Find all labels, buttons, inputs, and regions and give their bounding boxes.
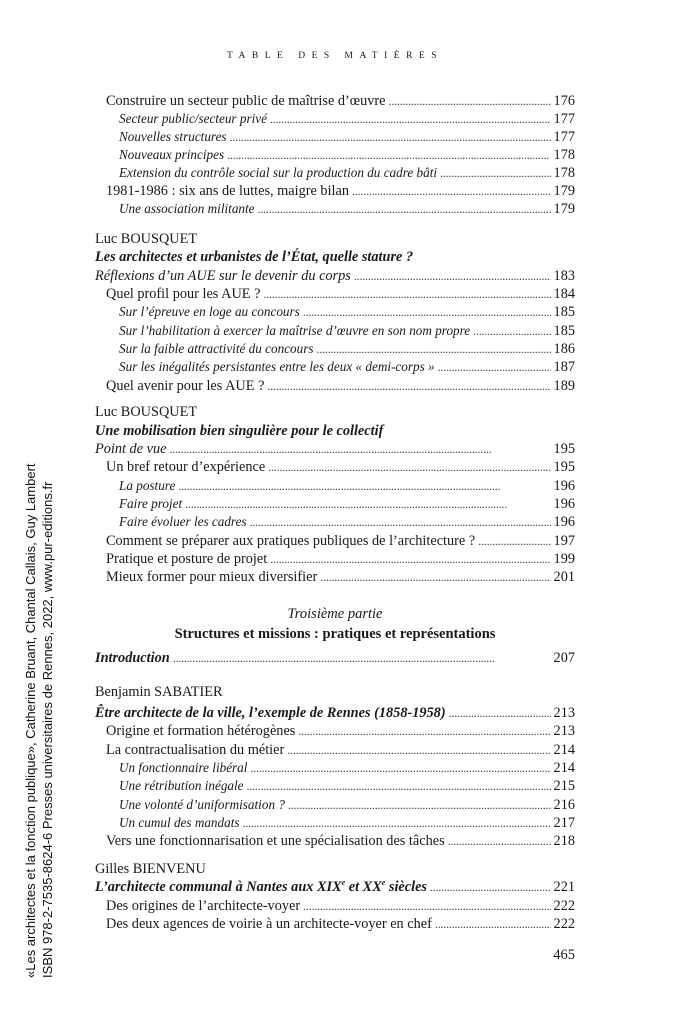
toc-entry bbox=[95, 796, 575, 814]
entry-title: Les architectes et urbanistes de l’État, quelle stature ? bbox=[95, 249, 414, 265]
entry-page-number: 217 bbox=[553, 815, 575, 831]
entry-title: La posture bbox=[119, 478, 176, 493]
entry-title: Quel avenir pour les AUE ? bbox=[106, 378, 265, 394]
dot-leader bbox=[267, 377, 550, 395]
dot-leader bbox=[258, 200, 551, 218]
entry-title: Construire un secteur public de maîtrise d’œuvre bbox=[106, 93, 386, 109]
dot-leader bbox=[243, 814, 551, 832]
dot-leader bbox=[250, 513, 551, 531]
toc-entry bbox=[95, 741, 575, 759]
toc-entry bbox=[95, 128, 575, 146]
article-title bbox=[95, 422, 575, 440]
author-name bbox=[95, 230, 575, 248]
entry-title: Luc BOUSQUET bbox=[95, 231, 198, 247]
entry-title: Point de vue bbox=[95, 441, 167, 457]
entry-title: Une association militante bbox=[119, 201, 255, 216]
entry-page-number: 196 bbox=[553, 496, 575, 512]
entry-title: Gilles BIENVENU bbox=[95, 861, 206, 877]
dot-leader bbox=[449, 704, 551, 722]
entry-page-number: 179 bbox=[553, 201, 575, 217]
entry-title: L’architecte communal à Nantes aux XIXe et XXe siècles bbox=[95, 878, 427, 895]
dot-leader bbox=[169, 440, 550, 458]
entry-title: Une mobilisation bien singulière pour le collectif bbox=[95, 423, 384, 439]
dot-leader bbox=[303, 897, 550, 915]
entry-title: Extension du contrôle social sur la production du cadre bâti bbox=[119, 165, 438, 180]
toc-entry bbox=[95, 92, 575, 110]
entry-page-number: 213 bbox=[553, 723, 575, 739]
toc-entry bbox=[95, 146, 575, 164]
entry-page-number: 176 bbox=[553, 93, 575, 109]
author-name bbox=[95, 860, 575, 878]
entry-title: Vers une fonctionnarisation et une spécialisation des tâches bbox=[106, 833, 445, 849]
entry-page-number: 207 bbox=[553, 650, 575, 666]
dot-leader bbox=[268, 458, 550, 476]
toc-entry bbox=[95, 110, 575, 128]
entry-page-number: 215 bbox=[553, 778, 575, 794]
dot-leader bbox=[473, 322, 550, 340]
entry-title: Des deux agences de voirie à un architecte-voyer en chef bbox=[106, 916, 432, 932]
dot-leader bbox=[438, 358, 551, 376]
dot-leader bbox=[263, 285, 550, 303]
dot-leader bbox=[440, 164, 550, 182]
entry-page-number: 177 bbox=[553, 129, 575, 145]
entry-page-number: 199 bbox=[553, 551, 575, 567]
toc-entry bbox=[95, 704, 575, 722]
toc-entry bbox=[95, 722, 575, 740]
toc-entry bbox=[95, 200, 575, 218]
entry-page-number: 221 bbox=[553, 879, 575, 895]
toc-entry bbox=[95, 532, 575, 550]
entry-page-number: 214 bbox=[553, 742, 575, 758]
entry-page-number: 222 bbox=[553, 916, 575, 932]
dot-leader bbox=[303, 303, 551, 321]
entry-page-number: 178 bbox=[553, 165, 575, 181]
running-header: TABLE DES MATIÈRES bbox=[227, 51, 443, 61]
entry-page-number: 186 bbox=[553, 341, 575, 357]
toc-entry bbox=[95, 777, 575, 795]
entry-title: La contractualisation du métier bbox=[106, 742, 285, 758]
copyright-sidebar bbox=[22, 458, 56, 978]
entry-page-number: 196 bbox=[553, 478, 575, 494]
toc-entry bbox=[95, 303, 575, 321]
article-title bbox=[95, 248, 575, 266]
dot-leader bbox=[230, 128, 551, 146]
entry-title: Comment se préparer aux pratiques publiques de l’architecture ? bbox=[106, 533, 476, 549]
dot-leader bbox=[317, 340, 551, 358]
entry-title: Luc BOUSQUET bbox=[95, 404, 198, 420]
side-note-line-1: «Les architectes et la fonction publique», Catherine Bruant, Chantal Callais, Guy Lambert bbox=[23, 463, 38, 978]
entry-title: Faire évoluer les cadres bbox=[119, 514, 247, 529]
entry-page-number: 189 bbox=[553, 378, 575, 394]
entry-page-number: 185 bbox=[553, 323, 575, 339]
dot-leader bbox=[270, 550, 550, 568]
entry-title: Nouvelles structures bbox=[119, 129, 227, 144]
toc-entry bbox=[95, 814, 575, 832]
toc-entry bbox=[95, 267, 575, 285]
entry-page-number: 216 bbox=[553, 797, 575, 813]
dot-leader bbox=[354, 267, 551, 285]
entry-title: Des origines de l’architecte-voyer bbox=[106, 898, 301, 914]
toc-entry bbox=[95, 832, 575, 850]
entry-page-number: 218 bbox=[553, 833, 575, 849]
entry-page-number: 185 bbox=[553, 304, 575, 320]
entry-page-number: 184 bbox=[553, 286, 575, 302]
dot-leader bbox=[448, 832, 551, 850]
entry-title: Benjamin SABATIER bbox=[95, 684, 223, 700]
entry-page-number: 197 bbox=[553, 533, 575, 549]
side-note-line-2: ISBN 978-2-7535-8624-6 Presses universitaires de Rennes, 2022, www.pur-editions.fr bbox=[40, 481, 55, 978]
toc-entry bbox=[95, 649, 575, 667]
entry-title: Sur la faible attractivité du concours bbox=[119, 341, 314, 356]
toc-entry bbox=[95, 285, 575, 303]
entry-title: Introduction bbox=[95, 650, 170, 666]
entry-title: Un bref retour d’expérience bbox=[106, 459, 266, 475]
dot-leader bbox=[178, 477, 550, 495]
entry-page-number: 179 bbox=[553, 183, 575, 199]
toc-entry bbox=[95, 759, 575, 777]
toc-entry bbox=[95, 897, 575, 915]
entry-title: Sur l’épreuve en loge au concours bbox=[119, 304, 300, 319]
entry-title: 1981-1986 : six ans de luttes, maigre bilan bbox=[106, 183, 350, 199]
entry-page-number: 187 bbox=[553, 359, 575, 375]
dot-leader bbox=[287, 741, 550, 759]
entry-title: Quel profil pour les AUE ? bbox=[106, 286, 261, 302]
toc-entry bbox=[95, 513, 575, 531]
toc-entry bbox=[95, 358, 575, 376]
dot-leader bbox=[389, 92, 551, 110]
toc-entry bbox=[95, 440, 575, 458]
author-name bbox=[95, 403, 575, 421]
entry-page-number: 178 bbox=[553, 147, 575, 163]
part-title: Structures et missions : pratiques et représentations bbox=[174, 626, 496, 642]
dot-leader bbox=[352, 182, 551, 200]
entry-page-number: 177 bbox=[553, 111, 575, 127]
toc-entry bbox=[95, 182, 575, 200]
entry-page-number: 213 bbox=[553, 705, 575, 721]
entry-title: Pratique et posture de projet bbox=[106, 551, 268, 567]
entry-title: Sur l’habilitation à exercer la maîtrise d’œuvre en son nom propre bbox=[119, 323, 471, 338]
toc-entry bbox=[95, 164, 575, 182]
entry-title: Origine et formation hétérogènes bbox=[106, 723, 296, 739]
page-number: 465 bbox=[553, 947, 575, 963]
entry-title: Une volonté d’uniformisation ? bbox=[119, 797, 285, 812]
toc-entry bbox=[95, 477, 575, 495]
dot-leader bbox=[320, 568, 550, 586]
entry-title: Sur les inégalités persistantes entre les deux « demi-corps » bbox=[119, 359, 435, 374]
dot-leader bbox=[288, 796, 551, 814]
entry-page-number: 195 bbox=[553, 441, 575, 457]
toc-entry bbox=[95, 878, 575, 896]
part-label: Troisième partie bbox=[287, 606, 383, 622]
entry-page-number: 214 bbox=[553, 760, 575, 776]
toc-entry bbox=[95, 377, 575, 395]
toc-entry bbox=[95, 915, 575, 933]
entry-title: Un cumul des mandats bbox=[119, 815, 240, 830]
toc-entry bbox=[95, 568, 575, 586]
dot-leader bbox=[298, 722, 550, 740]
dot-leader bbox=[478, 532, 550, 550]
entry-title: Être architecte de la ville, l’exemple de Rennes (1858-1958) bbox=[95, 705, 446, 721]
toc-entry bbox=[95, 322, 575, 340]
entry-title: Faire projet bbox=[119, 496, 183, 511]
toc-entry bbox=[95, 340, 575, 358]
dot-leader bbox=[435, 915, 551, 933]
entry-page-number: 183 bbox=[553, 268, 575, 284]
toc-entry bbox=[95, 495, 575, 513]
dot-leader bbox=[270, 110, 551, 128]
entry-title: Une rétribution inégale bbox=[119, 778, 244, 793]
dot-leader bbox=[173, 649, 551, 667]
dot-leader bbox=[250, 759, 550, 777]
entry-title: Réflexions d’un AUE sur le devenir du corps bbox=[95, 268, 351, 284]
author-name bbox=[95, 683, 575, 701]
dot-leader bbox=[185, 495, 550, 513]
toc-entry bbox=[95, 550, 575, 568]
toc-entry bbox=[95, 458, 575, 476]
entry-page-number: 222 bbox=[553, 898, 575, 914]
dot-leader bbox=[430, 878, 551, 896]
entry-title: Secteur public/secteur privé bbox=[119, 111, 267, 126]
entry-title: Mieux former pour mieux diversifier bbox=[106, 569, 318, 585]
entry-title: Un fonctionnaire libéral bbox=[119, 760, 248, 775]
dot-leader bbox=[227, 146, 550, 164]
dot-leader bbox=[247, 777, 551, 795]
entry-page-number: 201 bbox=[553, 569, 575, 585]
entry-page-number: 196 bbox=[553, 514, 575, 530]
entry-title: Nouveaux principes bbox=[119, 147, 225, 162]
entry-page-number: 195 bbox=[553, 459, 575, 475]
